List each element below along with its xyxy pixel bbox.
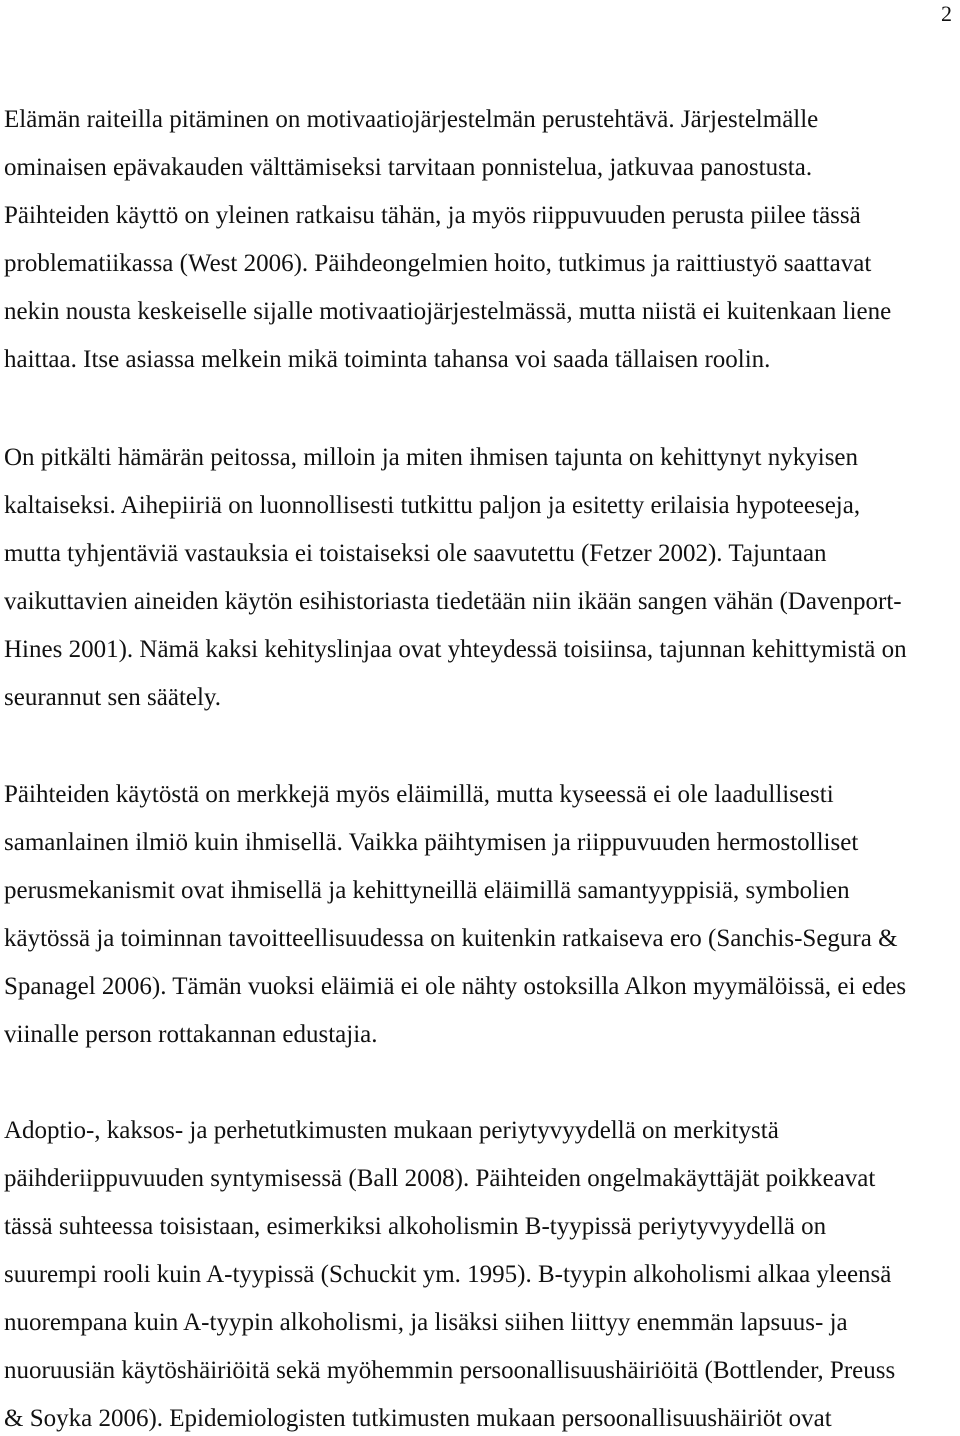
paragraph — [4, 778, 954, 1052]
paragraph — [4, 103, 954, 377]
text-line: suurempi rooli kuin A-tyypissä (Schuckit ym. 1995). B-tyypin alkoholismi alkaa yleensä — [4, 1261, 892, 1288]
text-line: ominaisen epävakauden välttämiseksi tarvitaan ponnistelua, jatkuvaa panostusta. — [4, 154, 813, 181]
paragraph — [4, 441, 954, 715]
text-line: päihderiippuvuuden syntymisessä (Ball 2008). Päihteiden ongelmakäyttäjät poikkeavat — [4, 1165, 876, 1192]
text-line: nuoruusiän käytöshäiriöitä sekä myöhemmin persoonallisuushäiriöitä (Bottlender, Preuss — [4, 1357, 896, 1384]
text-line: Spanagel 2006). Tämän vuoksi eläimiä ei ole nähty ostoksilla Alkon myymälöissä, ei edes — [4, 973, 907, 1000]
text-line: viinalle person rottakannan edustajia. — [4, 1021, 378, 1048]
text-line: käytössä ja toiminnan tavoitteellisuudessa on kuitenkin ratkaiseva ero (Sanchis-Segura & — [4, 925, 898, 952]
paragraph — [4, 1114, 954, 1436]
text-line: problematiikassa (West 2006). Päihdeongelmien hoito, tutkimus ja raittiustyö saattavat — [4, 250, 872, 277]
text-line: Päihteiden käyttö on yleinen ratkaisu tähän, ja myös riippuvuuden perusta piilee tässä — [4, 202, 861, 229]
text-line: kaltaiseksi. Aihepiiriä on luonnollisesti tutkittu paljon ja esitetty erilaisia hypoteeseja, — [4, 492, 861, 519]
text-line: haittaa. Itse asiassa melkein mikä toiminta tahansa voi saada tällaisen roolin. — [4, 346, 771, 373]
text-line: Päihteiden käytöstä on merkkejä myös eläimillä, mutta kyseessä ei ole laadullisesti — [4, 781, 834, 808]
text-line: nekin nousta keskeiselle sijalle motivaatiojärjestelmässä, mutta niistä ei kuitenkaan liene — [4, 298, 892, 325]
text-line: mutta tyhjentäviä vastauksia ei toistaiseksi ole saavutettu (Fetzer 2002). Tajuntaan — [4, 540, 827, 567]
text-line: seurannut sen säätely. — [4, 684, 222, 711]
text-line: On pitkälti hämärän peitossa, milloin ja miten ihmisen tajunta on kehittynyt nykyisen — [4, 444, 859, 471]
text-line: nuorempana kuin A-tyypin alkoholismi, ja lisäksi siihen liittyy enemmän lapsuus- ja — [4, 1309, 848, 1336]
text-line: tässä suhteessa toisistaan, esimerkiksi alkoholismin B-tyypissä periytyvyydellä on — [4, 1213, 827, 1240]
text-line: Hines 2001). Nämä kaksi kehityslinjaa ovat yhteydessä toisiinsa, tajunnan kehittymistä on — [4, 636, 907, 663]
text-line: Elämän raiteilla pitäminen on motivaatiojärjestelmän perustehtävä. Järjestelmälle — [4, 106, 819, 133]
text-line: samanlainen ilmiö kuin ihmisellä. Vaikka päihtymisen ja riippuvuuden hermostolliset — [4, 829, 859, 856]
text-line: & Soyka 2006). Epidemiologisten tutkimusten mukaan persoonallisuushäiriöt ovat — [4, 1405, 832, 1432]
text-line: perusmekanismit ovat ihmisellä ja kehittyneillä eläimillä samantyyppisiä, symbolien — [4, 877, 850, 904]
text-line: Adoptio-, kaksos- ja perhetutkimusten mukaan periytyvyydellä on merkitystä — [4, 1117, 779, 1144]
text-line: vaikuttavien aineiden käytön esihistoriasta tiedetään niin ikään sangen vähän (Davenport- — [4, 588, 902, 615]
page-number: 2 — [941, 1, 952, 26]
